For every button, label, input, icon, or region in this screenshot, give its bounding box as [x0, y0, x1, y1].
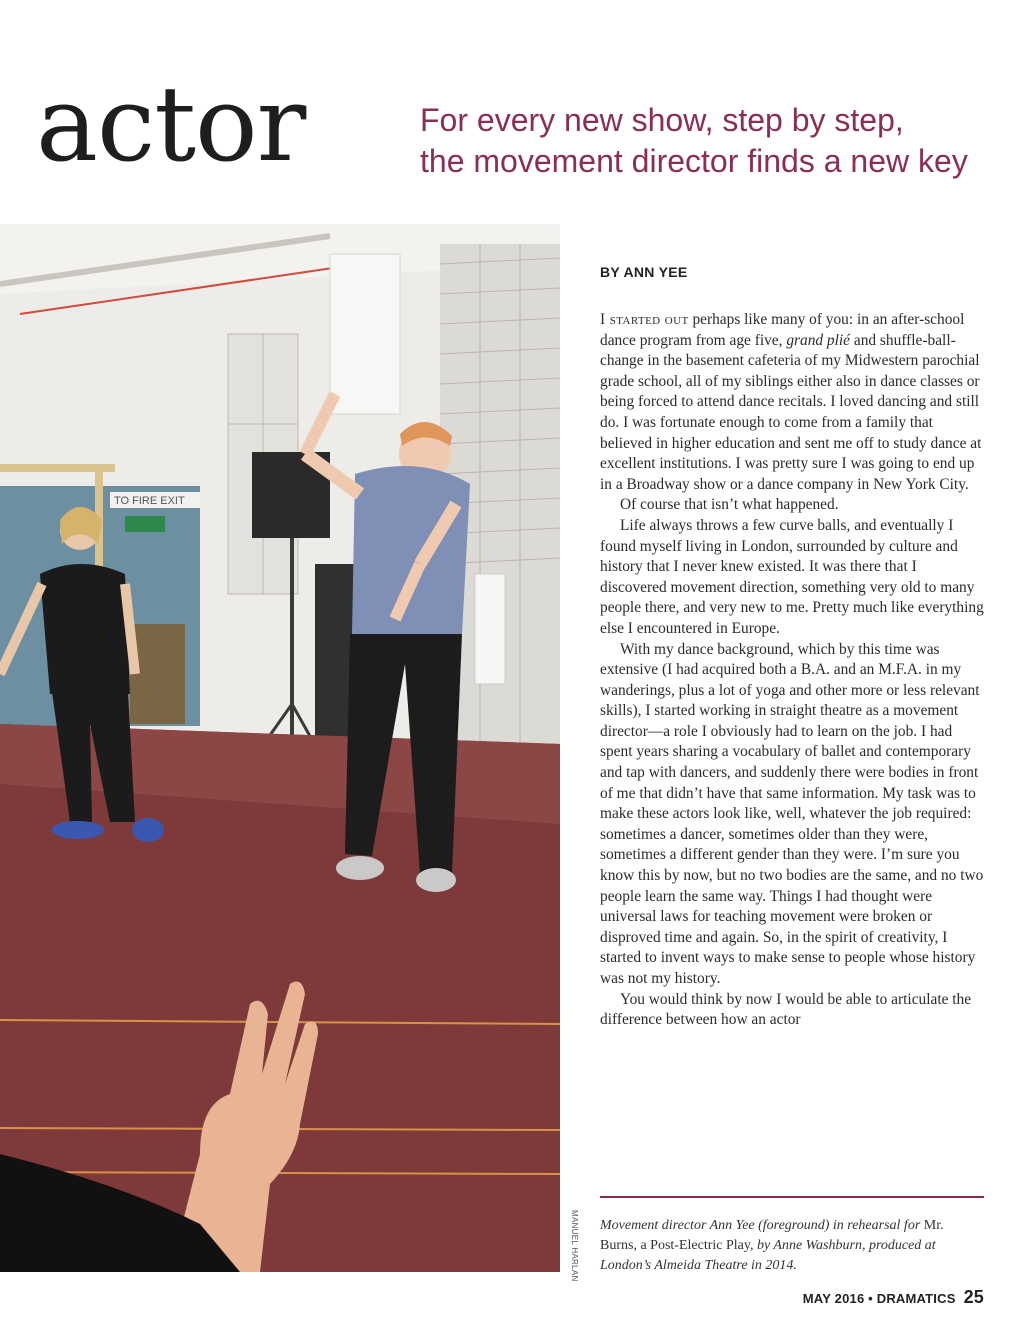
caption-rule — [600, 1196, 984, 1198]
caption-part-1: Movement director Ann Yee (foreground) in rehearsal for — [600, 1218, 924, 1233]
page-number: 25 — [963, 1287, 984, 1307]
fire-exit-sign-text: TO FIRE EXIT — [114, 495, 185, 507]
headline — [420, 100, 1000, 182]
article-body — [600, 310, 984, 1031]
paragraph-1-text-a: perhaps like many of you: in an after-school dance program from age five, — [600, 311, 965, 349]
paragraph-5: You would think by now I would be able to articulate the difference between how an actor — [600, 990, 972, 1029]
photo-credit — [568, 1210, 580, 1280]
photo-credit-text: MANUEL HARLAN — [570, 1210, 579, 1282]
issue-label: MAY 2016 • DRAMATICS — [802, 1291, 956, 1306]
headline-line-1: For every new show, step by step, — [420, 102, 904, 138]
section-kicker: actor — [36, 63, 306, 185]
page-footer — [803, 1287, 984, 1308]
headline-line-2: the movement director finds a new key — [420, 143, 968, 179]
caption-play-title: Mr. Burns, a Post-Electric Play, — [600, 1218, 944, 1253]
paragraph-4: With my dance background, which by this time was extensive (I had acquired both a B.A. and an M.F.A. in my wanderings, plus a lot of yoga and other more or less relevant skills), I started working in straight theatre as a movement director—a role I obviously had to learn on the job. I had spent years sharing a vocabulary of ballet and contemporary and tap with dancers, and suddenly there were bodies in front of me that didn’t have that same information. My task was to make these actors look like, well, whatever the job required: sometimes a dancer, sometimes older than they were, sometimes a different gender than they were. I’m sure you know this by now, but no two bodies are the same, and no two people learn the same way. Things I had thought were universal laws for teaching movement were broken or disproved time and again. So, in the spirit of creativity, I started to invent ways to make sense to people whose history was not my history. — [600, 640, 984, 987]
paragraph-2: Of course that isn’t what happened. — [620, 496, 839, 514]
rehearsal-photo — [0, 224, 560, 1272]
byline: BY ANN YEE — [600, 264, 688, 280]
paragraph-1-italic: grand plié — [786, 331, 851, 349]
paragraph-1-text-b: and shuffle-ball-change in the basement cafeteria of my Midwestern parochial grade school, all of my siblings either also in dance classes or being forced to attend dance recitals. I loved dancing and still do. I was fortunate enough to come from a family that believed in higher education and sent me off to study dance at excellent institutions. I was pretty sure I was going to end up in a Broadway show or a dance company in New York City. — [600, 331, 982, 493]
paragraph-1 — [600, 310, 984, 495]
caption-part-2: by Anne Washburn, produced at London’s Almeida Theatre in 2014. — [600, 1238, 936, 1273]
lead-in: I started out — [600, 311, 689, 328]
paragraph-3: Life always throws a few curve balls, and eventually I found myself living in London, surrounded by culture and history that I never knew existed. It was there that I discovered movement direction, something very old to many people there, and very new to me. Pretty much like everything else I encountered in Europe. — [600, 516, 984, 637]
photo-caption — [600, 1216, 984, 1276]
